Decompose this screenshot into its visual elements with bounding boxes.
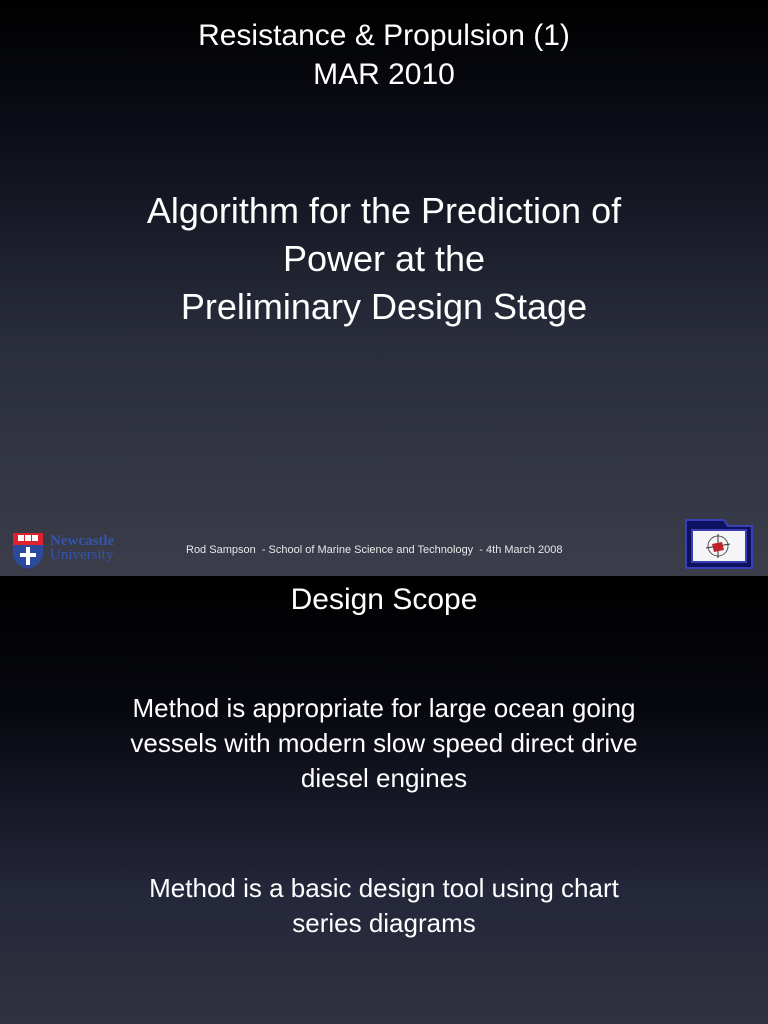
slide-heading: Design Scope <box>290 583 478 616</box>
paragraph-1-line-3: diesel engines <box>300 763 468 793</box>
university-name-line-1: Newcastle <box>50 533 115 549</box>
course-title: Resistance & Propulsion (1) <box>198 19 570 52</box>
paragraph-2-line-1: Method is a basic design tool using chart <box>149 873 619 903</box>
university-name-line-2: University <box>50 547 114 563</box>
slide-2 <box>0 576 768 1024</box>
slide-footer: Rod Sampson - School of Marine Science and Technology - 4th March 2008 <box>186 544 563 556</box>
slide-title-line-1: Algorithm for the Prediction of <box>146 190 622 231</box>
paragraph-1-line-2: vessels with modern slow speed direct drive <box>130 728 638 758</box>
school-emblem-icon <box>684 518 754 570</box>
university-crest-icon <box>12 532 44 570</box>
slide-title-line-3: Preliminary Design Stage <box>180 286 588 327</box>
paragraph-2-line-2: series diagrams <box>292 908 476 938</box>
course-code: MAR 2010 <box>313 58 455 91</box>
newcastle-university-logo <box>12 532 134 570</box>
paragraph-1-line-1: Method is appropriate for large ocean going <box>132 693 636 723</box>
slide-title-line-2: Power at the <box>282 238 486 279</box>
school-logo <box>684 518 754 570</box>
